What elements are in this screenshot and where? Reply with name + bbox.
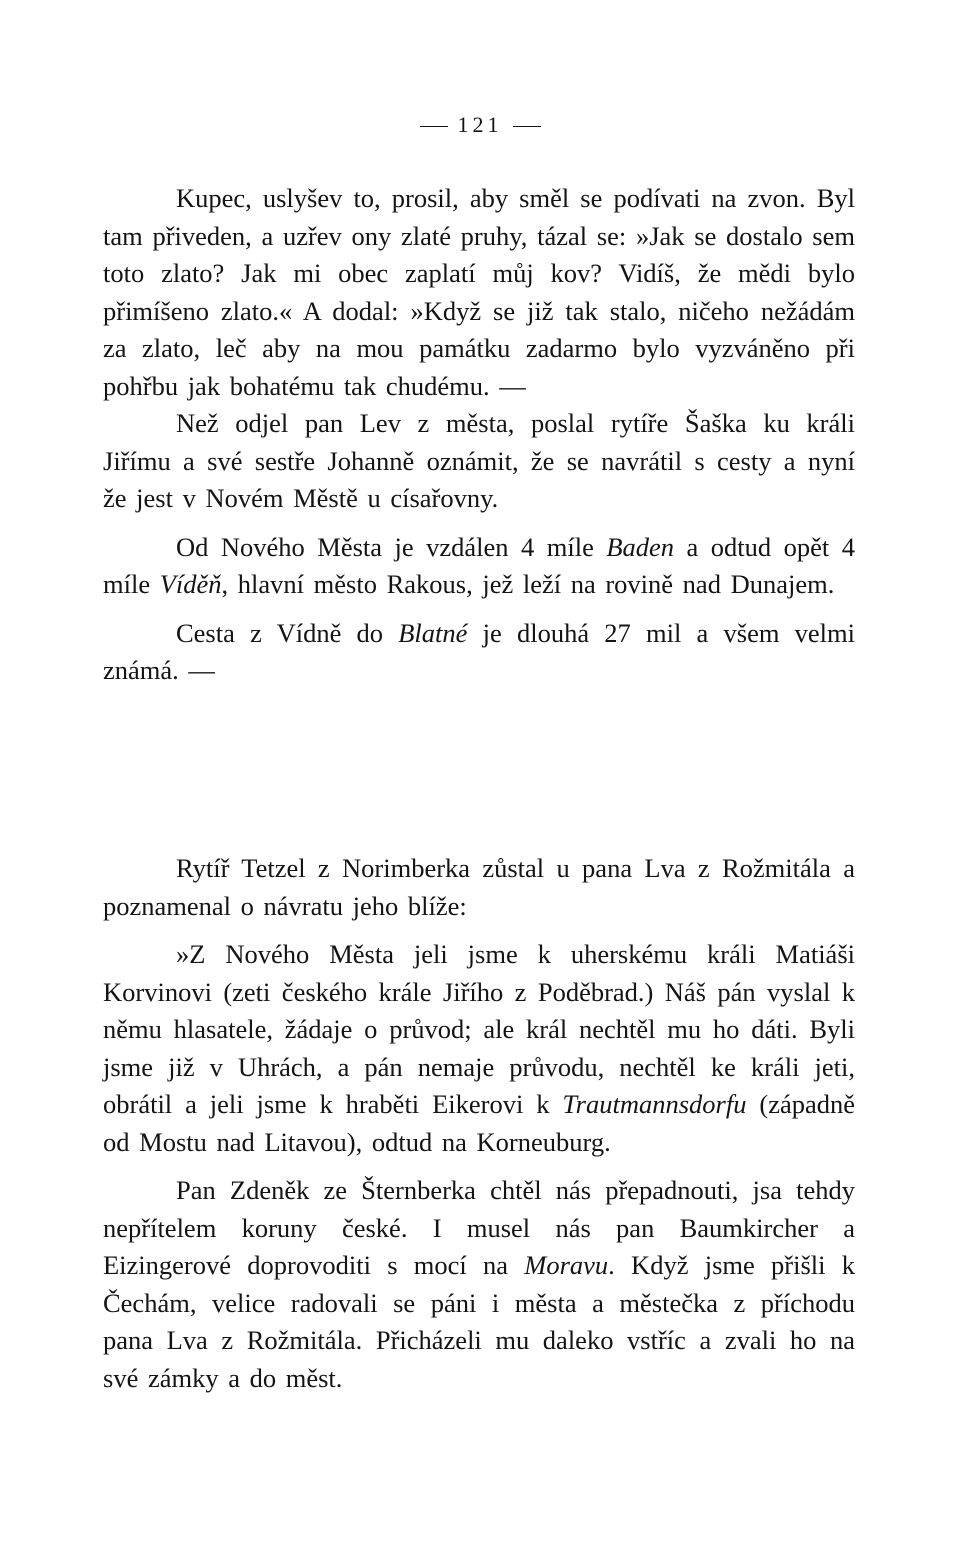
- paragraph: [103, 1172, 855, 1397]
- text-run: , hlavní město Rakous, jež leží na rovině nad Dunajem.: [221, 569, 835, 599]
- text-run: Než odjel pan Lev z města, poslal rytíře Šaška ku králi Jiřímu a své sestře Johanně oznámit, že se navrátil s cesty a nyní že jest v Novém Městě u císařovny.: [103, 408, 855, 513]
- text-section-2: [103, 850, 855, 1397]
- place-name-italic: Baden: [606, 531, 675, 562]
- paragraph: [103, 529, 855, 604]
- text-section-1: [103, 180, 855, 690]
- text-run: Od Nového Města je vzdálen 4 míle: [176, 531, 607, 562]
- page-number-dash-right: [513, 126, 541, 127]
- paragraph: [103, 936, 855, 1161]
- place-name-italic: Blatné: [398, 617, 468, 648]
- paragraph: [103, 615, 855, 690]
- page-number: [0, 112, 960, 138]
- place-name-italic: Víděň: [159, 569, 222, 599]
- paragraph: [103, 180, 855, 405]
- text-run: . Když jsme přišli k Čechám, velice radovali se páni i města a městečka z příchodu pana Lva z Rožmitála. Přicházeli mu daleko vstříc a zvali ho na své zámky a do měst.: [103, 1250, 855, 1393]
- text-run: Kupec, uslyšev to, prosil, aby směl se podívati na zvon. Byl tam přiveden, a uzřev ony zlaté pruhy, tázal se: »Jak se dostalo sem toto zlato? Jak mi obec zaplatí můj kov? Vidíš, že mědi bylo přimíšeno zlato.« A dodal: »Když se již tak stalo, ničeho nežádám za zlato, leč aby na mou památku zadarmo bylo vyzváněno při pohřbu jak bohatému tak chudému. —: [103, 183, 855, 401]
- place-name-italic: Moravu: [524, 1250, 609, 1280]
- place-name-italic: Trautmannsdorfu: [562, 1089, 747, 1119]
- text-run: Cesta z Vídně do: [176, 617, 399, 648]
- text-run: Pan Zdeněk ze Šternberka chtěl nás přepadnouti, jsa tehdy nepřítelem koruny české. I musel nás pan Baumkircher a Eizingerové doprovoditi s mocí na: [103, 1175, 855, 1280]
- text-run: a odtud opět 4 míle: [103, 531, 856, 599]
- text-run: Rytíř Tetzel z Norimberka zůstal u pana Lva z Rožmitála a poznamenal o návratu jeho blíže:: [103, 853, 855, 921]
- text-run: »Z Nového Města jeli jsme k uherskému králi Matiáši Korvinovi (zeti českého krále Jiřího z Poděbrad.) Náš pán vyslal k němu hlasatele, žádaje o průvod; ale král nechtěl mu ho dáti. Byli jsme již v Uhrách, a pán nemaje průvodu, nechtěl ke králi jeti, obrátil a jeli jsme k hraběti Eikerovi k: [103, 939, 855, 1119]
- paragraph: [103, 405, 855, 518]
- paragraph: [103, 850, 855, 925]
- page-number-text: 121: [457, 112, 503, 137]
- page-number-dash-left: [420, 126, 448, 127]
- text-run: (západně od Mostu nad Litavou), odtud na Korneuburg.: [103, 1089, 855, 1157]
- text-run: je dlouhá 27 mil a všem velmi známá. —: [103, 617, 856, 685]
